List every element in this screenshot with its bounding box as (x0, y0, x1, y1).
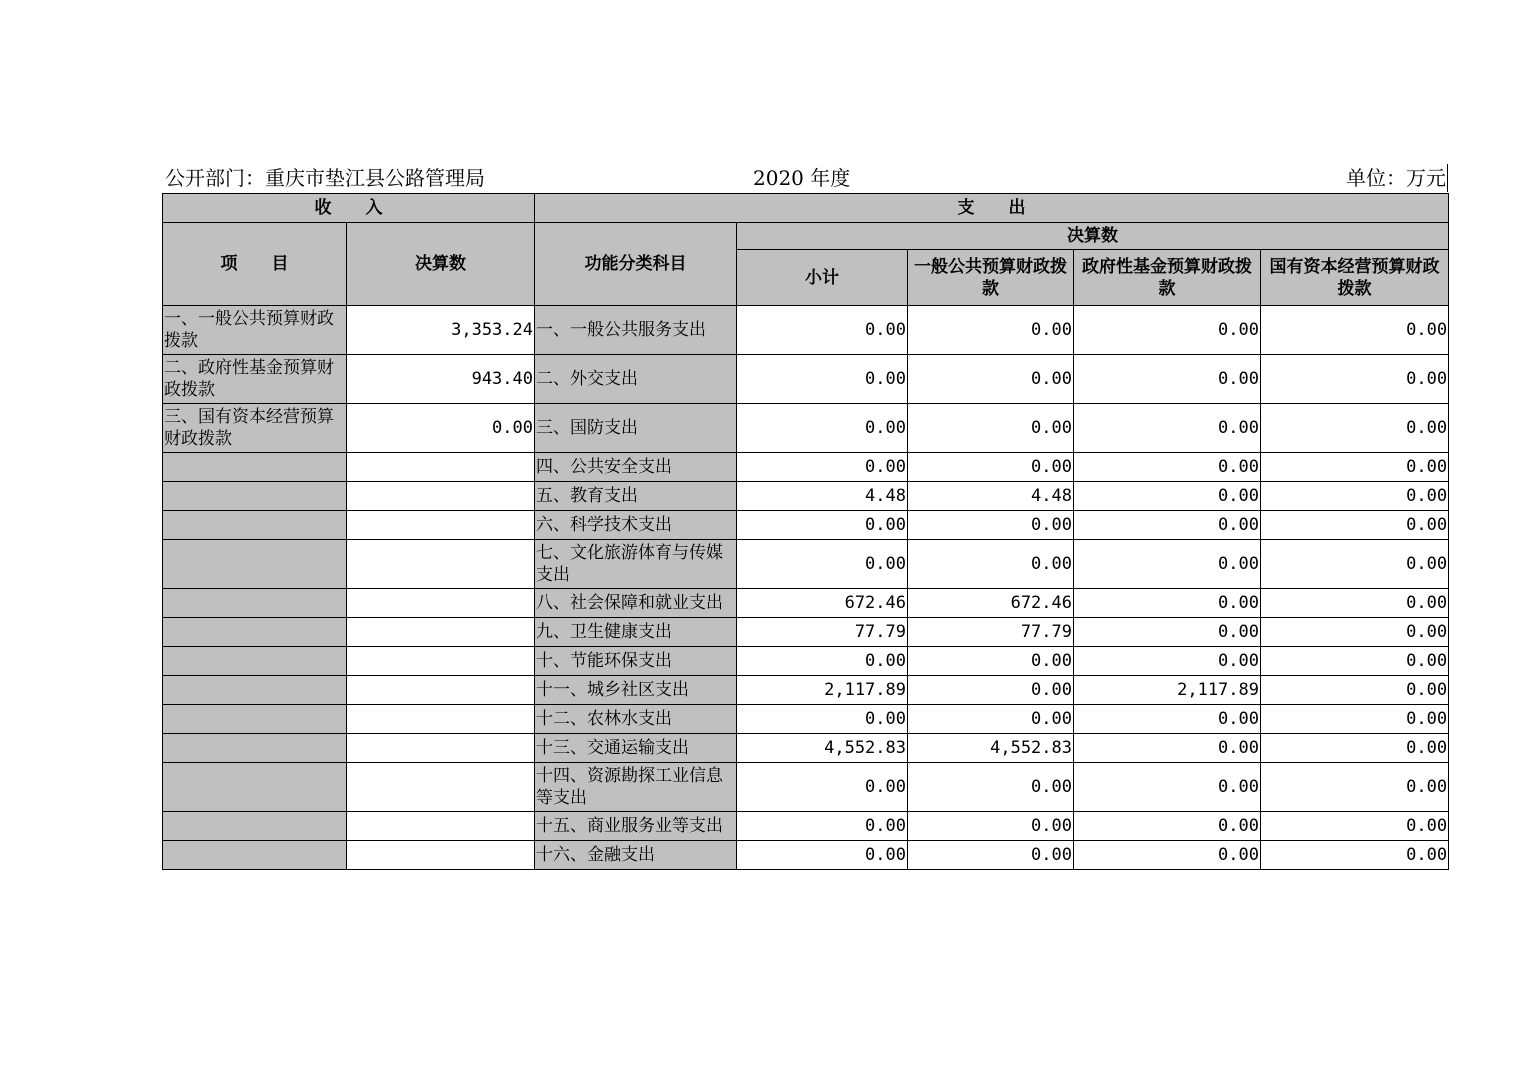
function-item-cell: 十三、交通运输支出 (535, 734, 737, 763)
table-row (163, 453, 1449, 482)
state-capital-cell: 0.00 (1261, 618, 1449, 647)
income-item-cell: 一、一般公共预算财政拨款 (163, 306, 347, 355)
income-amount-cell (347, 618, 535, 647)
fund-budget-cell: 0.00 (1074, 511, 1261, 540)
subtotal-column-header: 小计 (737, 250, 908, 306)
table-row (163, 404, 1449, 453)
function-item-cell: 十一、城乡社区支出 (535, 676, 737, 705)
general-budget-cell: 4.48 (908, 482, 1074, 511)
table-row (163, 841, 1449, 870)
income-amount-cell (347, 511, 535, 540)
general-budget-cell: 0.00 (908, 540, 1074, 589)
income-item-cell (163, 841, 347, 870)
fund-budget-cell: 0.00 (1074, 453, 1261, 482)
income-amount-cell (347, 453, 535, 482)
income-item-cell (163, 734, 347, 763)
subtotal-cell: 0.00 (737, 511, 908, 540)
income-amount-cell (347, 841, 535, 870)
income-item-cell (163, 676, 347, 705)
state-capital-cell: 0.00 (1261, 589, 1449, 618)
table-row (163, 734, 1449, 763)
income-item-cell (163, 618, 347, 647)
function-item-cell: 八、社会保障和就业支出 (535, 589, 737, 618)
general-budget-cell: 0.00 (908, 763, 1074, 812)
subtotal-cell: 0.00 (737, 647, 908, 676)
income-amount-cell (347, 540, 535, 589)
income-amount-cell (347, 482, 535, 511)
table-row (163, 618, 1449, 647)
subtotal-cell: 4,552.83 (737, 734, 908, 763)
subtotal-cell: 0.00 (737, 355, 908, 404)
general-budget-cell: 0.00 (908, 812, 1074, 841)
fund-budget-cell: 0.00 (1074, 647, 1261, 676)
function-item-cell: 六、科学技术支出 (535, 511, 737, 540)
function-item-cell: 四、公共安全支出 (535, 453, 737, 482)
function-item-cell: 五、教育支出 (535, 482, 737, 511)
header-divider (1447, 164, 1448, 192)
income-item-cell (163, 763, 347, 812)
fund-budget-cell: 0.00 (1074, 482, 1261, 511)
general-budget-cell: 77.79 (908, 618, 1074, 647)
function-item-cell: 二、外交支出 (535, 355, 737, 404)
state-capital-cell: 0.00 (1261, 841, 1449, 870)
function-item-cell: 九、卫生健康支出 (535, 618, 737, 647)
budget-table (162, 193, 1449, 870)
subtotal-cell: 4.48 (737, 482, 908, 511)
subtotal-cell: 0.00 (737, 404, 908, 453)
state-capital-cell: 0.00 (1261, 676, 1449, 705)
income-item-cell (163, 705, 347, 734)
income-item-cell: 二、政府性基金预算财政拨款 (163, 355, 347, 404)
fund-budget-cell: 0.00 (1074, 705, 1261, 734)
income-amount-cell (347, 734, 535, 763)
general-budget-cell: 0.00 (908, 355, 1074, 404)
item-column-header: 项 目 (163, 223, 347, 306)
income-amount-cell (347, 812, 535, 841)
income-item-cell (163, 540, 347, 589)
income-amount-cell: 3,353.24 (347, 306, 535, 355)
fund-budget-cell: 0.00 (1074, 763, 1261, 812)
income-item-cell (163, 453, 347, 482)
subtotal-cell: 0.00 (737, 306, 908, 355)
subtotal-cell: 0.00 (737, 763, 908, 812)
subtotal-cell: 77.79 (737, 618, 908, 647)
state-capital-cell: 0.00 (1261, 540, 1449, 589)
table-row (163, 705, 1449, 734)
department-label: 公开部门：重庆市垫江县公路管理局 (165, 166, 485, 190)
general-budget-cell: 0.00 (908, 511, 1074, 540)
income-item-cell (163, 812, 347, 841)
table-row (163, 812, 1449, 841)
function-column-header: 功能分类科目 (535, 223, 737, 306)
general-budget-cell: 0.00 (908, 841, 1074, 870)
general-budget-cell: 672.46 (908, 589, 1074, 618)
fund-budget-cell: 2,117.89 (1074, 676, 1261, 705)
state-capital-cell: 0.00 (1261, 647, 1449, 676)
function-item-cell: 十、节能环保支出 (535, 647, 737, 676)
fund-budget-cell: 0.00 (1074, 618, 1261, 647)
general-budget-cell: 0.00 (908, 647, 1074, 676)
income-item-cell (163, 647, 347, 676)
general-budget-cell: 4,552.83 (908, 734, 1074, 763)
final-amount-group-header: 决算数 (737, 223, 1449, 250)
income-amount-cell (347, 676, 535, 705)
general-budget-cell: 0.00 (908, 676, 1074, 705)
function-item-cell: 七、文化旅游体育与传媒支出 (535, 540, 737, 589)
subtotal-cell: 2,117.89 (737, 676, 908, 705)
table-row (163, 647, 1449, 676)
subtotal-cell: 672.46 (737, 589, 908, 618)
fund-budget-cell: 0.00 (1074, 540, 1261, 589)
table-row (163, 306, 1449, 355)
table-row (163, 676, 1449, 705)
fund-budget-cell: 0.00 (1074, 812, 1261, 841)
subtotal-cell: 0.00 (737, 705, 908, 734)
state-capital-cell: 0.00 (1261, 404, 1449, 453)
table-row (163, 355, 1449, 404)
income-amount-cell (347, 763, 535, 812)
fund-budget-cell: 0.00 (1074, 306, 1261, 355)
fund-budget-cell: 0.00 (1074, 355, 1261, 404)
income-section-header: 收 入 (163, 194, 535, 223)
subtotal-cell: 0.00 (737, 841, 908, 870)
state-capital-cell: 0.00 (1261, 763, 1449, 812)
fund-budget-cell: 0.00 (1074, 841, 1261, 870)
subtotal-cell: 0.00 (737, 453, 908, 482)
state-capital-cell: 0.00 (1261, 812, 1449, 841)
unit-label: 单位：万元 (1346, 166, 1446, 190)
income-item-cell (163, 511, 347, 540)
state-capital-column-header: 国有资本经营预算财政拨款 (1261, 250, 1449, 306)
expense-section-header: 支 出 (535, 194, 1449, 223)
general-budget-cell: 0.00 (908, 306, 1074, 355)
fund-budget-cell: 0.00 (1074, 404, 1261, 453)
amount-column-header: 决算数 (347, 223, 535, 306)
function-item-cell: 十二、农林水支出 (535, 705, 737, 734)
income-amount-cell (347, 705, 535, 734)
table-row (163, 540, 1449, 589)
subtotal-cell: 0.00 (737, 812, 908, 841)
income-item-cell (163, 589, 347, 618)
table-row (163, 763, 1449, 812)
function-item-cell: 三、国防支出 (535, 404, 737, 453)
income-item-cell (163, 482, 347, 511)
state-capital-cell: 0.00 (1261, 355, 1449, 404)
fund-budget-cell: 0.00 (1074, 589, 1261, 618)
income-amount-cell: 943.40 (347, 355, 535, 404)
table-row (163, 511, 1449, 540)
income-amount-cell (347, 589, 535, 618)
general-budget-cell: 0.00 (908, 404, 1074, 453)
general-budget-cell: 0.00 (908, 453, 1074, 482)
general-budget-cell: 0.00 (908, 705, 1074, 734)
subtotal-cell: 0.00 (737, 540, 908, 589)
income-item-cell: 三、国有资本经营预算财政拨款 (163, 404, 347, 453)
state-capital-cell: 0.00 (1261, 705, 1449, 734)
function-item-cell: 十六、金融支出 (535, 841, 737, 870)
state-capital-cell: 0.00 (1261, 511, 1449, 540)
fund-budget-column-header: 政府性基金预算财政拨款 (1074, 250, 1261, 306)
fund-budget-cell: 0.00 (1074, 734, 1261, 763)
state-capital-cell: 0.00 (1261, 734, 1449, 763)
table-row (163, 482, 1449, 511)
state-capital-cell: 0.00 (1261, 453, 1449, 482)
general-budget-column-header: 一般公共预算财政拨款 (908, 250, 1074, 306)
state-capital-cell: 0.00 (1261, 482, 1449, 511)
year-label: 2020 年度 (753, 166, 851, 190)
income-amount-cell (347, 647, 535, 676)
function-item-cell: 十五、商业服务业等支出 (535, 812, 737, 841)
report-header (163, 164, 1448, 192)
income-amount-cell: 0.00 (347, 404, 535, 453)
function-item-cell: 一、一般公共服务支出 (535, 306, 737, 355)
table-row (163, 589, 1449, 618)
state-capital-cell: 0.00 (1261, 306, 1449, 355)
function-item-cell: 十四、资源勘探工业信息等支出 (535, 763, 737, 812)
